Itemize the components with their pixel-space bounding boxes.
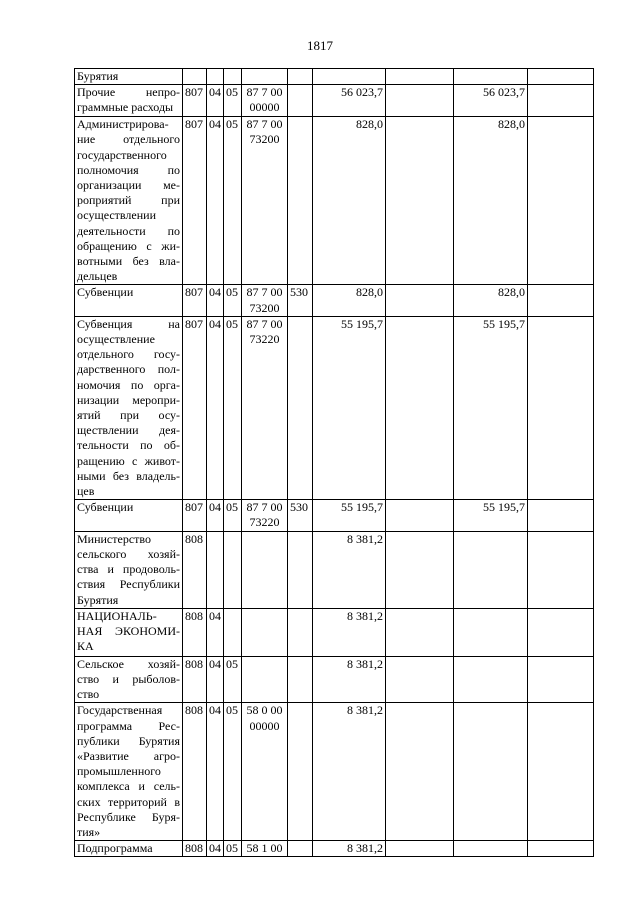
target-article-cell [242, 500, 288, 531]
row-name-line: номочия по орга- [77, 377, 180, 392]
ministry-code-cell [183, 69, 207, 85]
row-name-cell [75, 85, 183, 117]
section-code-cell: 04 [207, 316, 224, 499]
row-name-line: Сельское хозяй- [77, 656, 180, 671]
row-name-line: Подпрограмма [77, 841, 153, 856]
row-name-cell [75, 531, 183, 608]
target-article-line: 87 7 00 [246, 285, 283, 300]
row-name-line: «Развитие агро- [77, 748, 180, 763]
row-name-line: ращению с живот- [77, 453, 180, 468]
row-name-line: осуществление [77, 332, 155, 347]
amount-total-cell: 828,0 [313, 285, 386, 316]
expense-type-cell: 530 [288, 500, 313, 531]
target-article-line: 73200 [249, 300, 280, 315]
section-code-cell: 04 [207, 608, 224, 656]
table-row [75, 69, 594, 85]
amount-col4-cell [528, 531, 594, 608]
subsection-code-cell [224, 608, 242, 656]
row-name-line: вотными без вла- [77, 254, 180, 269]
row-name-line: Субвенция на [77, 316, 180, 331]
expense-type-cell [288, 531, 313, 608]
subsection-code-cell: 05 [224, 841, 242, 857]
row-name-line: ство и рыболов- [77, 671, 180, 686]
section-code-cell: 04 [207, 117, 224, 285]
target-article-cell [242, 841, 288, 857]
ministry-code-cell: 807 [183, 117, 207, 285]
amount-col3-cell: 55 195,7 [454, 316, 528, 499]
ministry-code-cell: 807 [183, 500, 207, 531]
row-name-line: организации ме- [77, 178, 180, 193]
expense-type-cell [288, 608, 313, 656]
amount-col4-cell [528, 841, 594, 857]
ministry-code-cell: 807 [183, 285, 207, 316]
row-name-line: граммные расходы [77, 100, 174, 115]
amount-col4-cell [528, 117, 594, 285]
section-code-cell: 04 [207, 85, 224, 117]
amount-total-cell: 56 023,7 [313, 85, 386, 117]
row-name-line: тельности по об- [77, 438, 180, 453]
row-name-line: ства и продоволь- [77, 562, 180, 577]
row-name-line: ство [77, 687, 100, 702]
budget-table [74, 68, 594, 857]
amount-col2-cell [386, 500, 454, 531]
expense-type-cell: 530 [288, 285, 313, 316]
ministry-code-cell: 808 [183, 703, 207, 841]
amount-col3-cell [454, 531, 528, 608]
amount-col4-cell [528, 69, 594, 85]
target-article-cell [242, 117, 288, 285]
amount-col4-cell [528, 656, 594, 703]
table-row [75, 608, 594, 656]
amount-col3-cell: 56 023,7 [454, 85, 528, 117]
row-name-line: Субвенции [77, 285, 134, 300]
row-name-line: ствия Республики [77, 577, 180, 592]
amount-total-cell: 8 381,2 [313, 703, 386, 841]
subsection-code-cell: 05 [224, 703, 242, 841]
row-name-cell [75, 285, 183, 316]
row-name-line: программа Рес- [77, 718, 180, 733]
amount-col3-cell: 55 195,7 [454, 500, 528, 531]
amount-col4-cell [528, 500, 594, 531]
row-name-line: осуществлении [77, 208, 156, 223]
row-name-line: роприятий при [77, 193, 180, 208]
amount-col2-cell [386, 703, 454, 841]
target-article-line: 00000 [249, 718, 280, 733]
amount-col4-cell [528, 316, 594, 499]
row-name-cell [75, 117, 183, 285]
amount-col4-cell [528, 608, 594, 656]
amount-total-cell: 8 381,2 [313, 841, 386, 857]
row-name-line: ществлении дея- [77, 423, 180, 438]
row-name-cell [75, 608, 183, 656]
target-article-line: 73220 [249, 332, 280, 347]
row-name-line: КА [77, 639, 94, 654]
amount-col2-cell [386, 285, 454, 316]
row-name-line: Бурятия [77, 69, 119, 83]
target-article-line: 00000 [249, 100, 280, 115]
amount-col2-cell [386, 85, 454, 117]
table-row [75, 500, 594, 531]
subsection-code-cell: 05 [224, 117, 242, 285]
row-name-line: Прочие непро- [77, 85, 180, 100]
row-name-line: НАЦИОНАЛЬ- [77, 608, 157, 623]
row-name-line: полномочия по [77, 162, 180, 177]
amount-col2-cell [386, 69, 454, 85]
row-name-cell [75, 703, 183, 841]
table-row [75, 703, 594, 841]
amount-col3-cell [454, 608, 528, 656]
row-name-cell [75, 841, 183, 857]
section-code-cell: 04 [207, 841, 224, 857]
row-name-line: ными без владель- [77, 468, 180, 483]
amount-col4-cell [528, 703, 594, 841]
subsection-code-cell: 05 [224, 500, 242, 531]
subsection-code-cell: 05 [224, 285, 242, 316]
target-article-line: 73220 [249, 515, 280, 530]
amount-col2-cell [386, 531, 454, 608]
row-name-line: обращению с жи- [77, 238, 180, 253]
expense-type-cell [288, 841, 313, 857]
target-article-line: 58 1 00 [246, 841, 283, 856]
table-body [75, 69, 594, 857]
target-article-cell [242, 656, 288, 703]
amount-col4-cell [528, 85, 594, 117]
subsection-code-cell: 05 [224, 656, 242, 703]
expense-type-cell [288, 69, 313, 85]
row-name-line: комплекса и сель- [77, 779, 180, 794]
target-article-cell [242, 703, 288, 841]
row-name-line: деятельности по [77, 223, 180, 238]
row-name-line: Министерство [77, 531, 151, 546]
table-row [75, 285, 594, 316]
amount-col4-cell [528, 285, 594, 316]
row-name-line: низации меропри- [77, 392, 180, 407]
target-article-cell [242, 531, 288, 608]
target-article-line: 87 7 00 [246, 117, 283, 132]
target-article-line: 87 7 00 [246, 316, 283, 331]
amount-total-cell: 55 195,7 [313, 500, 386, 531]
row-name-line: НАЯ ЭКОНОМИ- [77, 623, 180, 638]
target-article-line: 87 7 00 [246, 85, 283, 100]
row-name-line: отдельного госу- [77, 347, 180, 362]
amount-col2-cell [386, 117, 454, 285]
row-name-line: промышленного [77, 764, 161, 779]
amount-col3-cell [454, 69, 528, 85]
target-article-cell [242, 69, 288, 85]
amount-total-cell: 8 381,2 [313, 608, 386, 656]
row-name-line: Бурятия [77, 592, 119, 607]
table-row [75, 531, 594, 608]
row-name-cell [75, 656, 183, 703]
amount-col3-cell: 828,0 [454, 285, 528, 316]
row-name-cell [75, 69, 183, 85]
subsection-code-cell: 05 [224, 316, 242, 499]
table-row [75, 85, 594, 117]
section-code-cell: 04 [207, 285, 224, 316]
section-code-cell: 04 [207, 703, 224, 841]
row-name-line: Администрирова- [77, 117, 169, 132]
row-name-line: дарственного пол- [77, 362, 180, 377]
amount-total-cell [313, 69, 386, 85]
amount-total-cell: 8 381,2 [313, 656, 386, 703]
page-number: 1817 [307, 38, 333, 53]
row-name-line: тия» [77, 824, 101, 839]
amount-col3-cell [454, 703, 528, 841]
subsection-code-cell [224, 69, 242, 85]
subsection-code-cell: 05 [224, 85, 242, 117]
ministry-code-cell: 808 [183, 531, 207, 608]
ministry-code-cell: 808 [183, 841, 207, 857]
target-article-cell [242, 316, 288, 499]
expense-type-cell [288, 316, 313, 499]
amount-total-cell: 8 381,2 [313, 531, 386, 608]
row-name-line: сельского хозяй- [77, 546, 180, 561]
row-name-line: ских территорий в [77, 794, 180, 809]
amount-col2-cell [386, 608, 454, 656]
target-article-cell [242, 85, 288, 117]
expense-type-cell [288, 703, 313, 841]
row-name-cell [75, 500, 183, 531]
table-row [75, 117, 594, 285]
row-name-line: государственного [77, 147, 167, 162]
section-code-cell: 04 [207, 500, 224, 531]
row-name-line: цев [77, 484, 95, 499]
row-name-line: Субвенции [77, 500, 134, 515]
target-article-line: 73200 [249, 132, 280, 147]
amount-col2-cell [386, 656, 454, 703]
expense-type-cell [288, 656, 313, 703]
section-code-cell: 04 [207, 656, 224, 703]
row-name-line: Государственная [77, 703, 163, 718]
amount-total-cell: 55 195,7 [313, 316, 386, 499]
row-name-line: ние отдельного [77, 132, 180, 147]
table-row [75, 656, 594, 703]
target-article-line: 58 0 00 [246, 703, 283, 718]
ministry-code-cell: 807 [183, 85, 207, 117]
subsection-code-cell [224, 531, 242, 608]
row-name-line: дельцев [77, 269, 118, 284]
amount-col3-cell: 828,0 [454, 117, 528, 285]
ministry-code-cell: 807 [183, 316, 207, 499]
expense-type-cell [288, 117, 313, 285]
table-row [75, 841, 594, 857]
target-article-cell [242, 608, 288, 656]
amount-col2-cell [386, 316, 454, 499]
target-article-line: 87 7 00 [246, 500, 283, 515]
row-name-line: Республике Буря- [77, 809, 180, 824]
table-row [75, 316, 594, 499]
amount-total-cell: 828,0 [313, 117, 386, 285]
ministry-code-cell: 808 [183, 656, 207, 703]
amount-col3-cell [454, 841, 528, 857]
amount-col2-cell [386, 841, 454, 857]
row-name-line: публики Бурятия [77, 733, 180, 748]
amount-col3-cell [454, 656, 528, 703]
ministry-code-cell: 808 [183, 608, 207, 656]
section-code-cell [207, 531, 224, 608]
row-name-cell [75, 316, 183, 499]
section-code-cell [207, 69, 224, 85]
target-article-cell [242, 285, 288, 316]
row-name-line: ятий при осу- [77, 408, 180, 423]
expense-type-cell [288, 85, 313, 117]
